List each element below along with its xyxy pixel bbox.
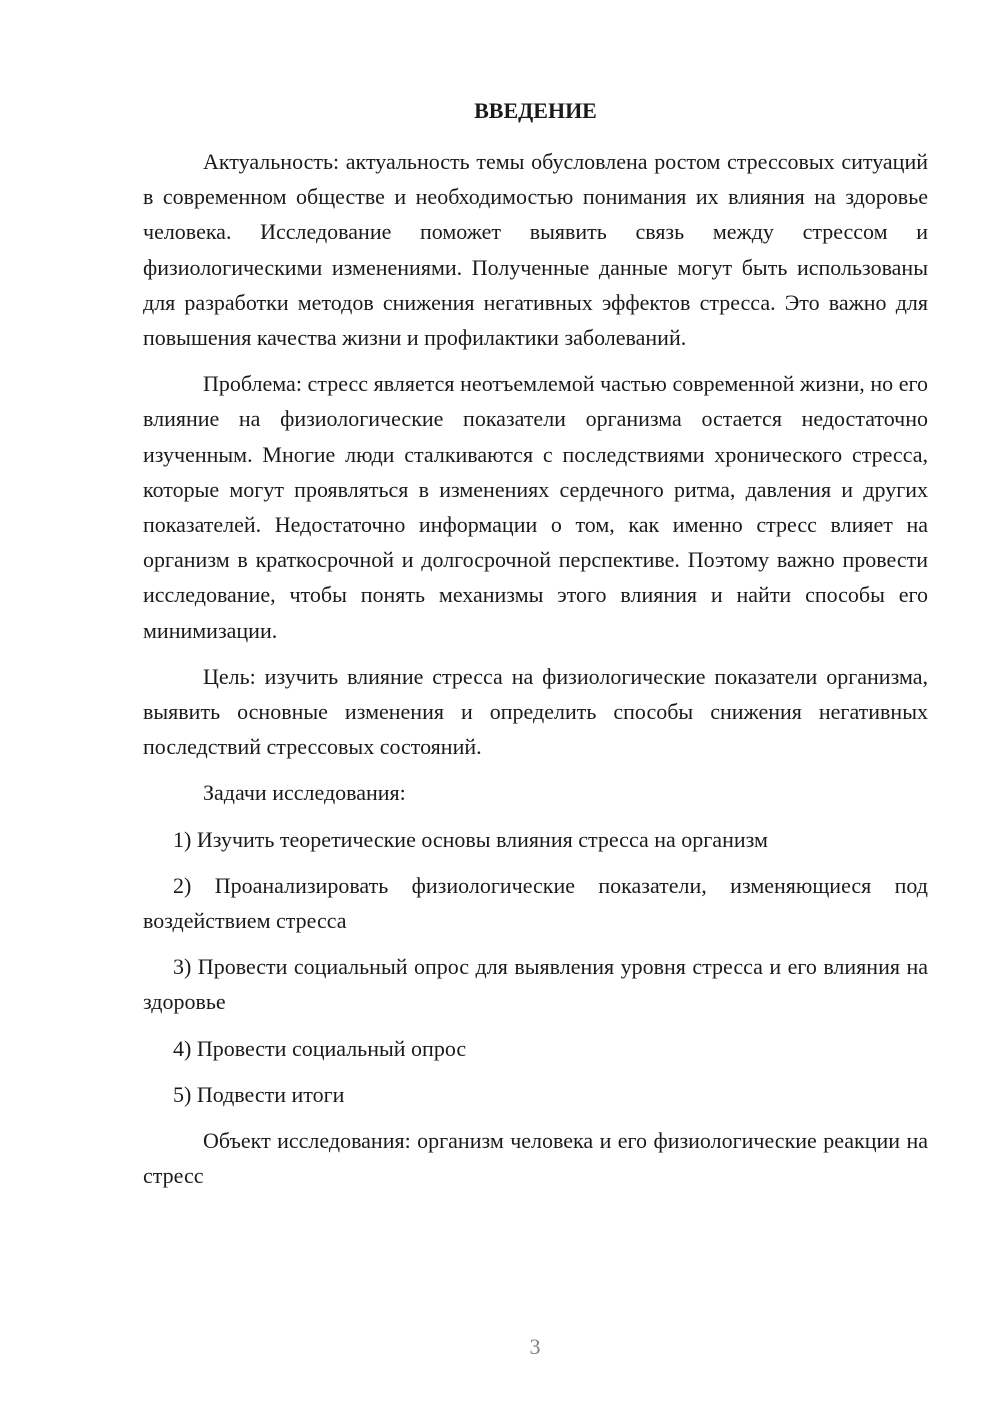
task-item-4: 4) Провести социальный опрос bbox=[173, 1035, 467, 1061]
task-item-3: 3) Провести социальный опрос для выявления уровня стресса и его влияния на здоровье bbox=[143, 954, 928, 1015]
section-title: ВВЕДЕНИЕ bbox=[474, 98, 597, 123]
task-item-2: 2) Проанализировать физиологические показатели, изменяющиеся под воздействием стресса bbox=[143, 872, 928, 934]
relevance-paragraph: Актуальность: актуальность темы обусловлена ростом стрессовых ситуаций в современном обществе и необходимостью понимания их влияния на здоровье человека. Исследование поможет выявить связь между стрессом и физиологическими изменениями. Полученные данные могут быть использованы для разработки методов снижения негативных эффектов стресса. Это важно для повышения качества жизни и профилактики заболеваний. bbox=[143, 149, 928, 351]
problem-paragraph: Проблема: стресс является неотъемлемой частью современной жизни, но его влияние на физиологические показатели организма остается недостаточно изученным. Многие люди сталкиваются с последствиями хронического стресса, которые могут проявляться в изменениях сердечного ритма, давления и других показателей. Недостаточно информации о том, как именно стресс влияет на организм в краткосрочной и долгосрочной перспективе. Поэтому важно провести исследование, чтобы понять механизмы этого влияния и найти способы его минимизации. bbox=[143, 371, 928, 643]
page-number: 3 bbox=[529, 1334, 541, 1359]
tasks-heading: Задачи исследования: bbox=[203, 780, 406, 806]
task-item-1: 1) Изучить теоретические основы влияния стресса на организм bbox=[173, 826, 768, 852]
document-page bbox=[143, 96, 928, 1204]
task-item-5: 5) Подвести итоги bbox=[173, 1081, 345, 1107]
goal-paragraph: Цель: изучить влияние стресса на физиологические показатели организма, выявить основные изменения и определить способы снижения негативных последствий стрессовых состояний. bbox=[143, 663, 928, 760]
object-paragraph: Объект исследования: организм человека и его физиологические реакции на стресс bbox=[143, 1128, 928, 1189]
